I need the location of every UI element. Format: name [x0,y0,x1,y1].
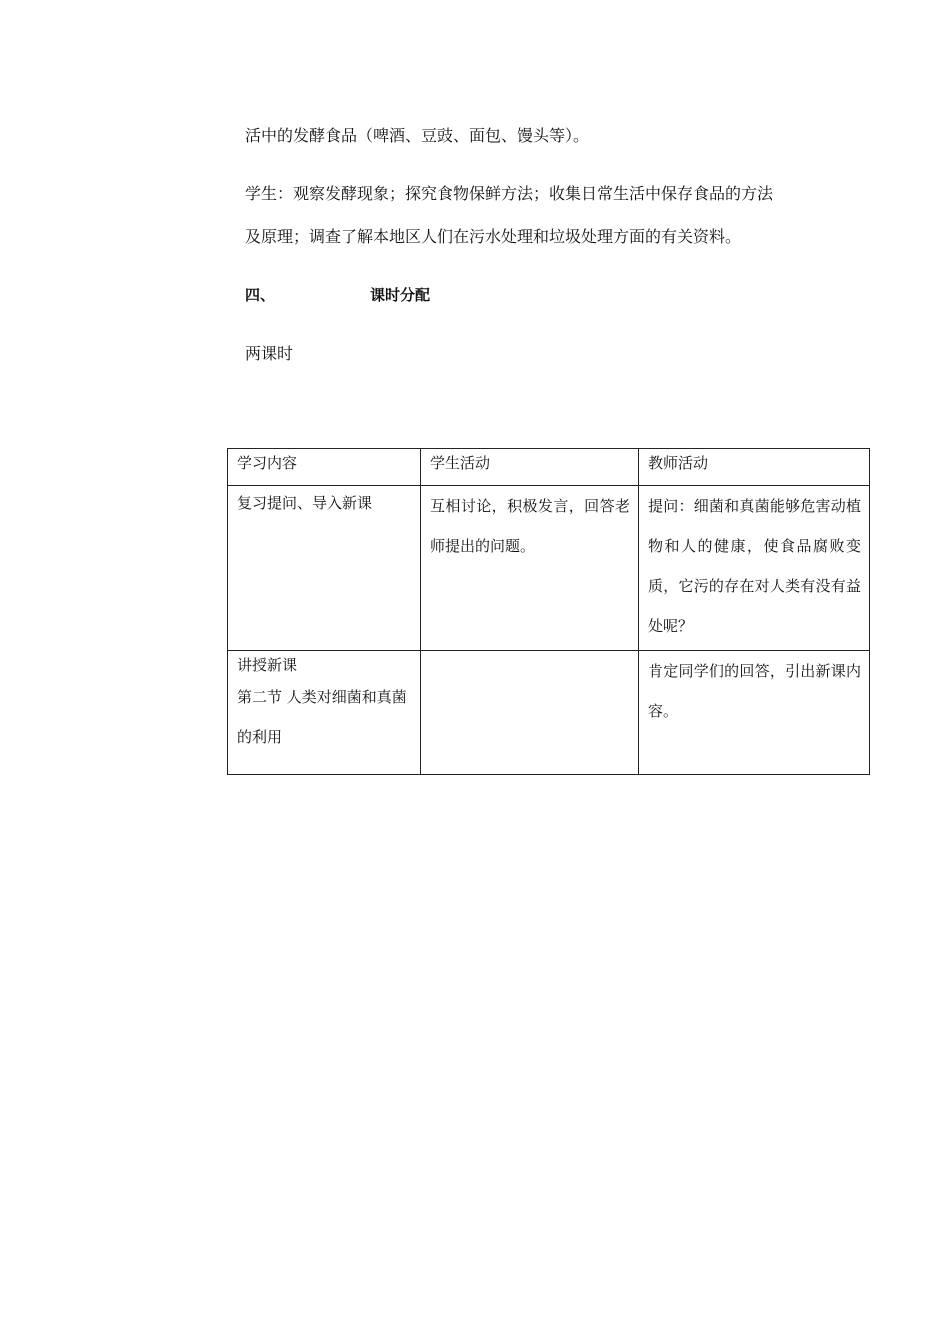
lesson-plan-table [227,448,870,775]
paragraph-line-1: 活中的发酵食品（啤酒、豆豉、面包、馒头等）。 [245,126,590,145]
cell-content [228,651,421,775]
content-line-2: 第二节 人类对细菌和真菌的利用 [237,688,407,746]
paragraph-line-2: 学生：观察发酵现象；探究食物保鲜方法；收集日常生活中保存食品的方法 [245,184,774,203]
cell-teacher: 肯定同学们的回答，引出新课内容。 [639,651,870,775]
section-number: 四、 [245,286,276,304]
section-title: 课时分配 [370,286,431,304]
paragraph-line-3: 及原理；调查了解本地区人们在污水处理和垃圾处理方面的有关资料。 [245,227,742,246]
table-row [228,651,870,775]
section-body: 两课时 [245,344,294,363]
cell-student [421,651,639,775]
cell-content: 复习提问、导入新课 [228,486,421,651]
header-teacher: 教师活动 [639,449,870,486]
header-student: 学生活动 [421,449,639,486]
cell-student: 互相讨论，积极发言，回答老师提出的问题。 [421,486,639,651]
header-content: 学习内容 [228,449,421,486]
table-header-row [228,449,870,486]
cell-teacher: 提问：细菌和真菌能够危害动植物和人的健康，使食品腐败变质，它污的存在对人类有没有益处呢？ [639,486,870,651]
table-row [228,486,870,651]
content-line-1: 讲授新课 [237,656,298,674]
